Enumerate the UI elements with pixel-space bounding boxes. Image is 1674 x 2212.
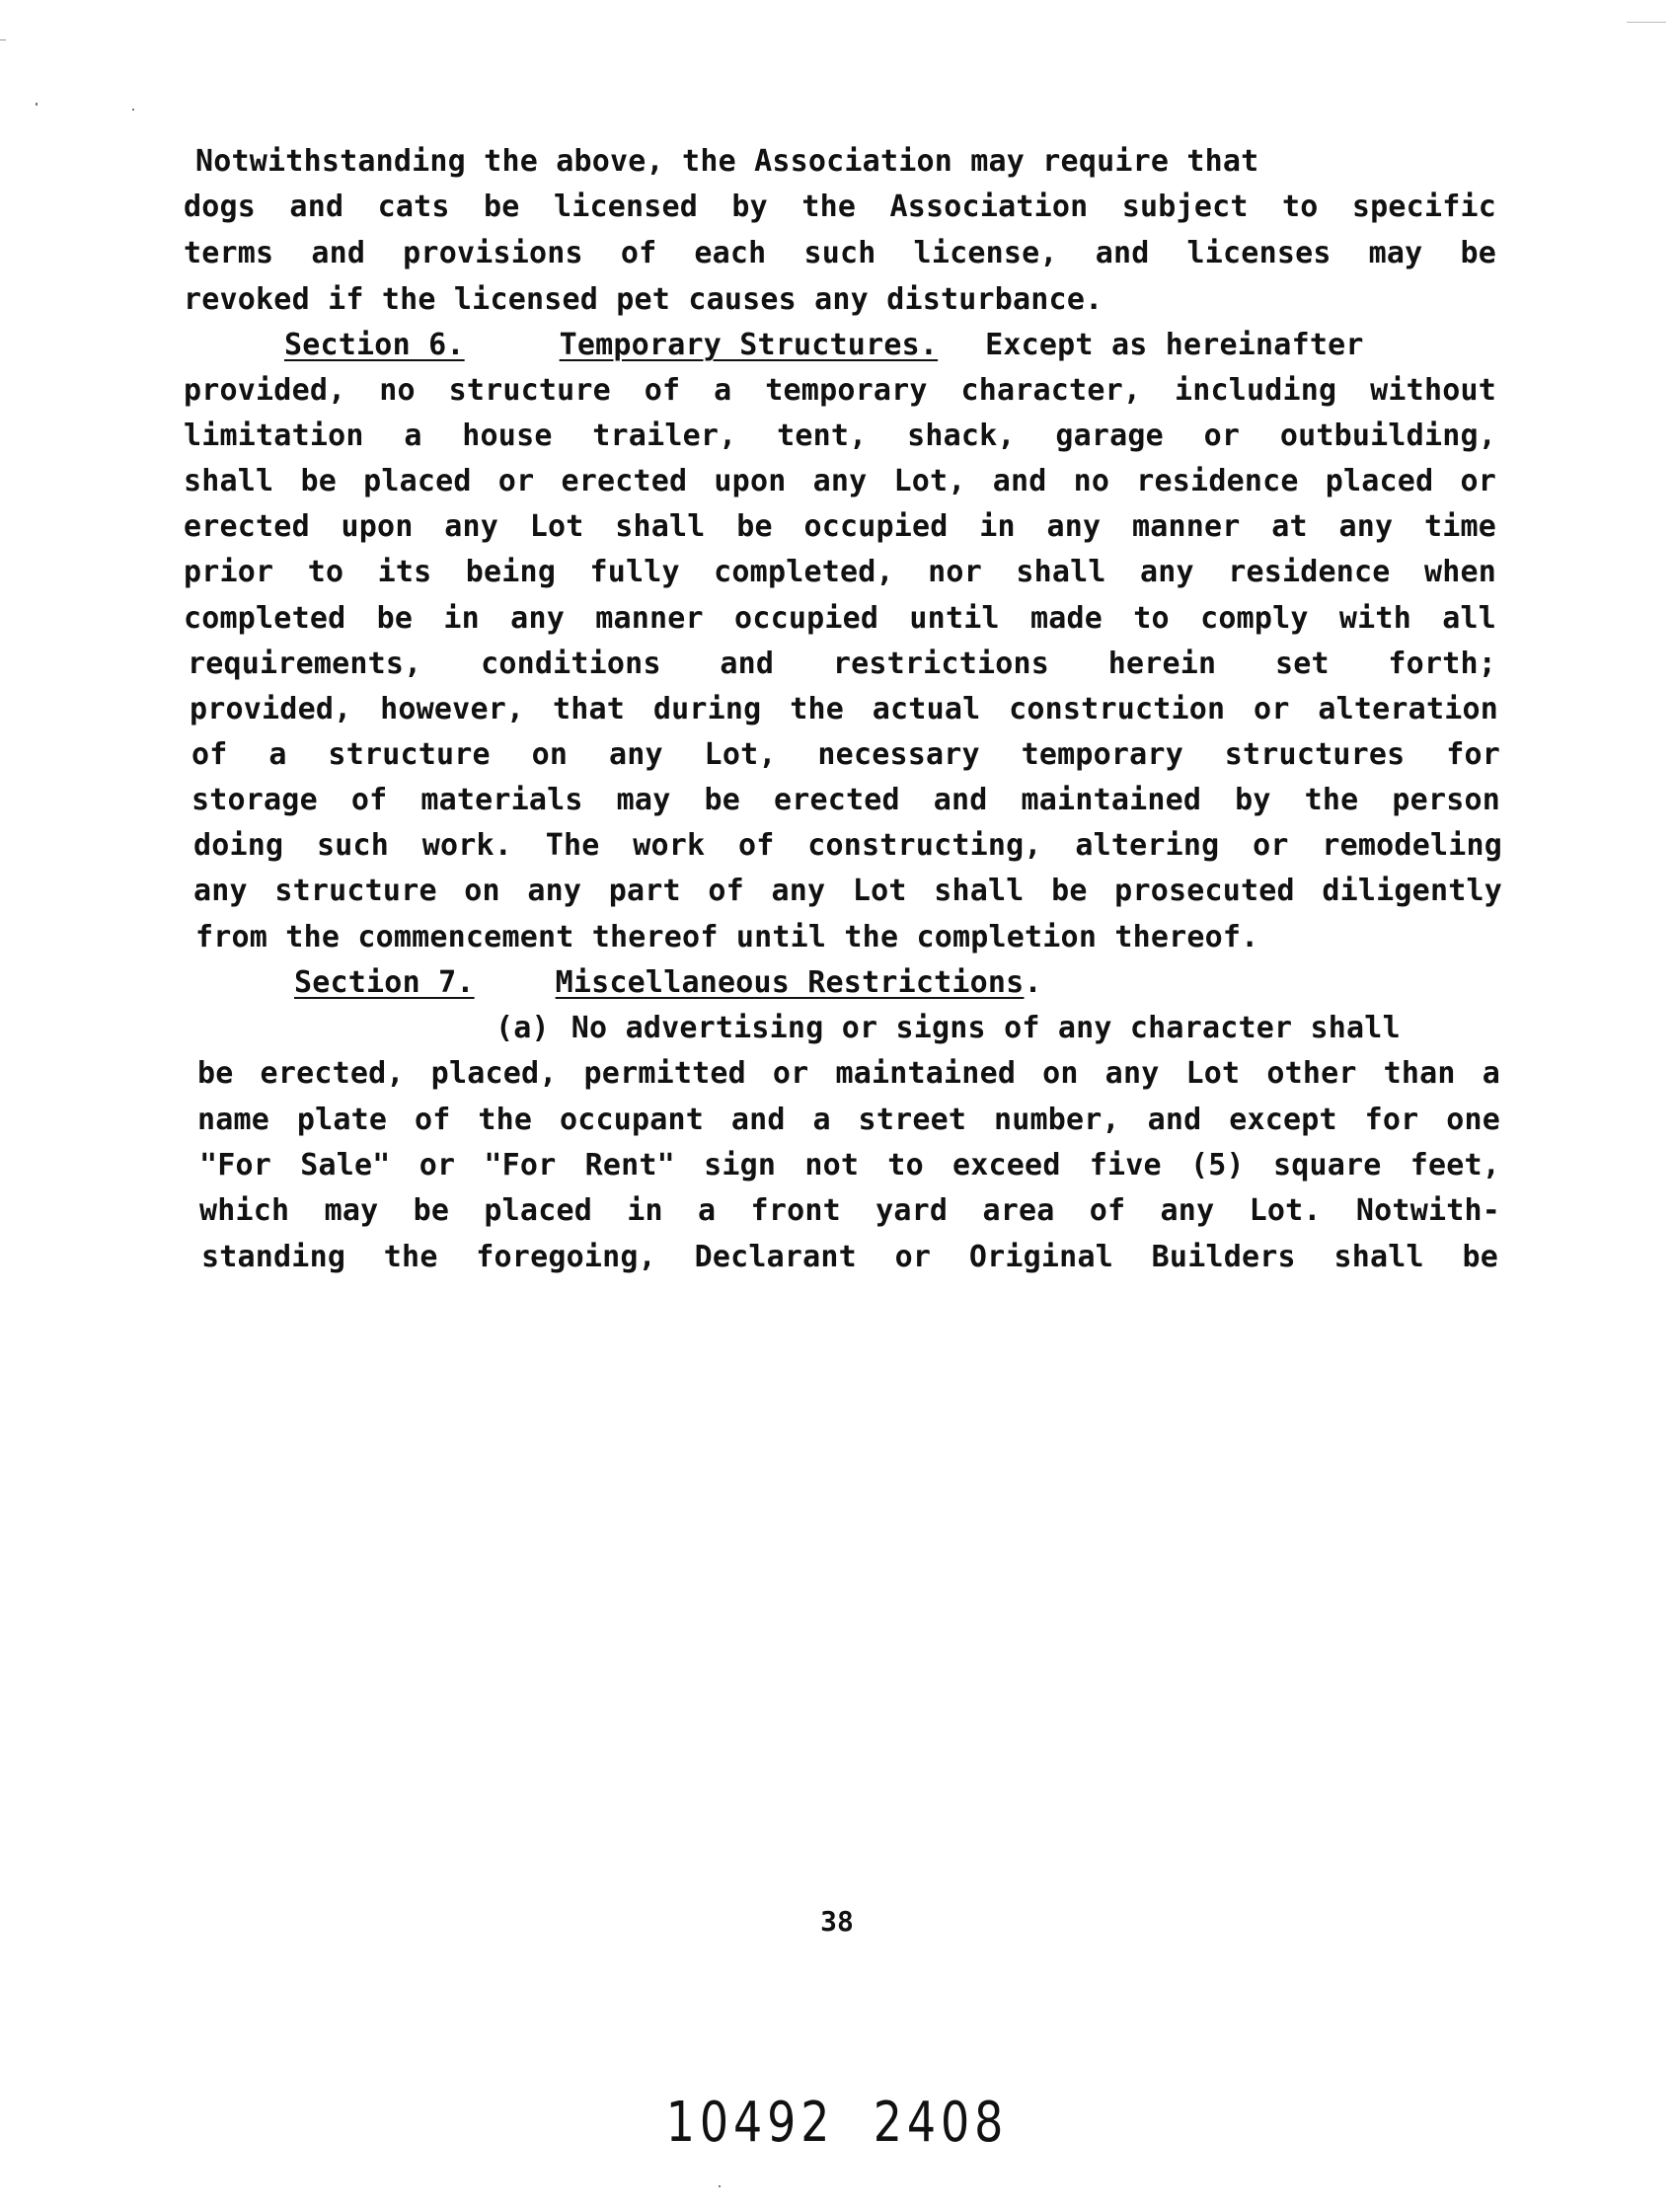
section-7-heading-line [294, 965, 1498, 1001]
recording-page-number: 2408 [873, 2091, 1009, 2155]
section-6-title: Temporary Structures. [559, 328, 939, 362]
section-6-line-12: any structure on any part of any Lot shall be prosecuted diligently [193, 874, 1502, 908]
section-6-line-2: limitation a house trailer, tent, shack, garage or outbuilding, [184, 419, 1496, 453]
section-7-title: Miscellaneous Restrictions [555, 965, 1025, 1000]
section-6-line-7: requirements, conditions and restrictions herein set forth; [188, 647, 1496, 681]
section-6-line-10: storage of materials may be erected and maintained by the person [191, 783, 1500, 817]
section-6-number: Section 6. [284, 328, 465, 362]
subsection-a-line-5: standing the foregoing, Declarant or Original Builders shall be [201, 1240, 1498, 1274]
subsection-a-line-2: name plate of the occupant and a street number, and except for one [197, 1103, 1500, 1137]
subsection-a-first-line-rest: No advertising or signs of any character shall [571, 1011, 1401, 1045]
section-6-line-11: doing such work. The work of constructing, altering or remodeling [193, 828, 1502, 863]
section-6-first-line-rest: Except as hereinafter [985, 328, 1364, 362]
section-6-line-6: completed be in any manner occupied until made to comply with all [184, 601, 1496, 636]
section-6-line-5: prior to its being fully completed, nor shall any residence when [184, 555, 1496, 589]
subsection-a-label: (a) [495, 1011, 550, 1045]
section-6-line-4: erected upon any Lot shall be occupied in any manner at any time [184, 509, 1496, 544]
subsection-a-first-line [495, 1011, 1500, 1046]
scan-artifact [0, 39, 6, 40]
pets-paragraph-line-2: dogs and cats be licensed by the Association subject to specific [184, 190, 1496, 224]
pets-paragraph-line-4: revoked if the licensed pet causes any disturbance. [184, 282, 1103, 317]
page-number: 38 [820, 1905, 854, 1938]
section-7-number: Section 7. [294, 965, 475, 1000]
section-6-heading-line [284, 328, 1496, 363]
recording-book-number: 10492 [665, 2091, 835, 2155]
recording-stamp [151, 2091, 1524, 2155]
pets-paragraph-line-3: terms and provisions of each such license, and licenses may be [184, 236, 1496, 270]
section-6-line-9: of a structure on any Lot, necessary temporary structures for [191, 737, 1500, 772]
scan-artifact [719, 2185, 721, 2187]
section-6-line-3: shall be placed or erected upon any Lot, and no residence placed or [184, 464, 1496, 498]
scan-artifact [1627, 22, 1666, 23]
scan-artifact [36, 103, 38, 106]
section-6-line-13: from the commencement thereof until the completion thereof. [195, 920, 1259, 954]
pets-paragraph-line-1: Notwithstanding the above, the Association may require that [195, 144, 1259, 179]
section-6-line-8: provided, however, that during the actual construction or alteration [190, 692, 1498, 726]
subsection-a-line-4: which may be placed in a front yard area of any Lot. Notwith- [199, 1193, 1500, 1228]
section-6-line-1: provided, no structure of a temporary character, including without [184, 373, 1496, 408]
subsection-a-line-1: be erected, placed, permitted or maintained on any Lot other than a [197, 1056, 1500, 1091]
scan-artifact [132, 109, 134, 111]
section-7-title-punct: . [1024, 965, 1042, 1000]
subsection-a-line-3: "For Sale" or "For Rent" sign not to exceed five (5) square feet, [199, 1148, 1500, 1182]
